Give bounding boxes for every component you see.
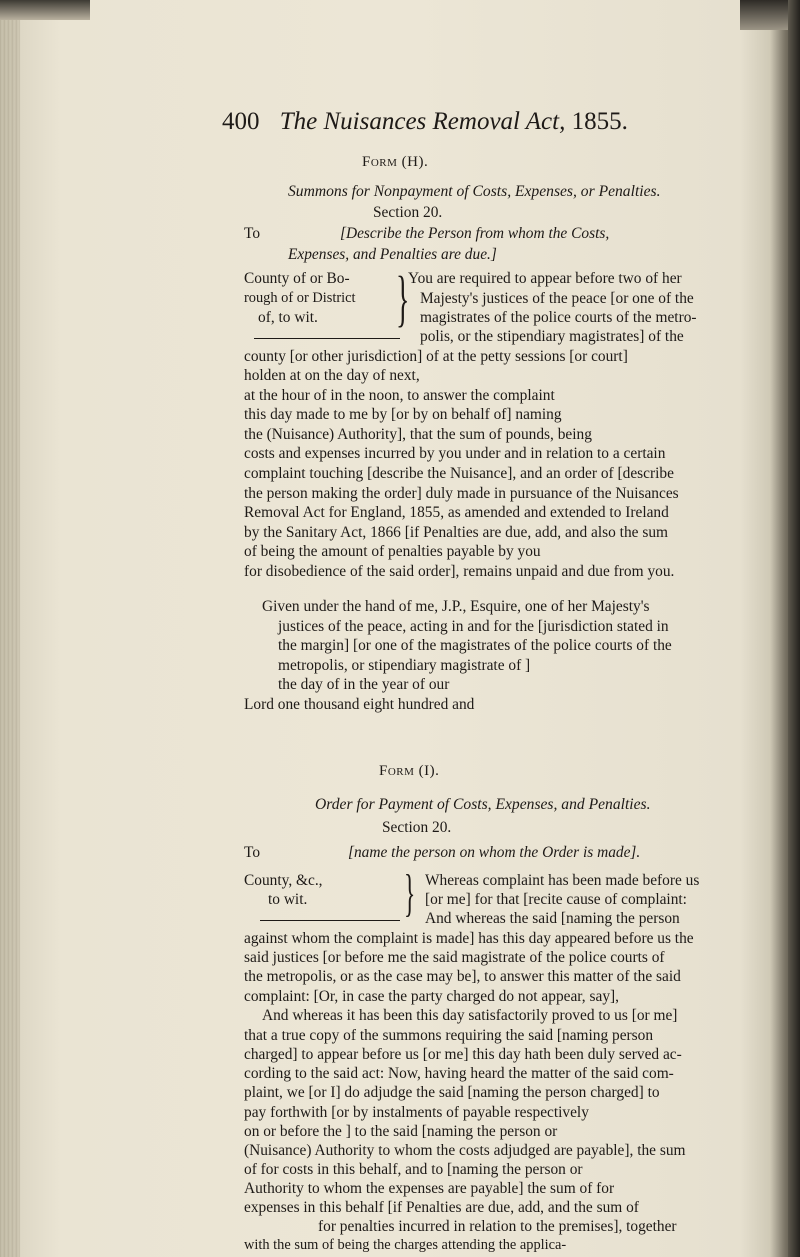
form-h-heading: Form (H). bbox=[362, 154, 429, 170]
form-i-line-5: said justices [or before me the said magistrate of the police courts of bbox=[244, 949, 665, 966]
form-i-blank-line bbox=[260, 920, 400, 921]
form-h-line-12: the person making the order] duly made in pursuance of the Nuisances bbox=[244, 485, 679, 502]
form-i-line-10: charged] to appear before us [or me] this day hath been duly served ac- bbox=[244, 1046, 682, 1063]
form-h-given-5: the day of in the year of our bbox=[278, 676, 450, 693]
form-h-margin-3: of, to wit. bbox=[258, 309, 318, 326]
form-i-line-11: cording to the said act: Now, having heard the matter of the said com- bbox=[244, 1065, 674, 1082]
form-i-line-19: for penalties incurred in relation to the premises], together bbox=[318, 1218, 677, 1235]
form-h-given-2: justices of the peace, acting in and for the [jurisdiction stated in bbox=[278, 618, 669, 635]
form-i-body-1: Whereas complaint has been made before us bbox=[425, 872, 700, 889]
form-i-line-4: against whom the complaint is made] has this day appeared before us the bbox=[244, 930, 694, 947]
form-h-line-13: Removal Act for England, 1855, as amended and extended to Ireland bbox=[244, 504, 669, 521]
form-h-brace: } bbox=[396, 265, 410, 333]
form-h-given-6: Lord one thousand eight hundred and bbox=[244, 696, 475, 713]
form-h-title: Summons for Nonpayment of Costs, Expenses, or Penalties. bbox=[288, 183, 661, 200]
form-h-line-16: for disobedience of the said order], remains unpaid and due from you. bbox=[244, 563, 675, 580]
form-i-line-20: with the sum of being the charges attending the applica- bbox=[244, 1237, 567, 1253]
form-i-line-16: of for costs in this behalf, and to [naming the person or bbox=[244, 1161, 583, 1178]
form-i-line-12: plaint, we [or I] do adjudge the said [naming the person charged] to bbox=[244, 1084, 660, 1101]
form-i-line-17: Authority to whom the expenses are payable] the sum of for bbox=[244, 1180, 615, 1197]
form-i-brace: } bbox=[404, 865, 416, 922]
running-year: 1855. bbox=[571, 108, 628, 135]
form-i-body-2: [or me] for that [recite cause of complaint: bbox=[425, 891, 687, 908]
form-h-line-15: of being the amount of penalties payable by you bbox=[244, 543, 541, 560]
page-number: 400 bbox=[222, 108, 260, 135]
form-i-margin-2: to wit. bbox=[268, 891, 308, 908]
form-i-heading: Form (I). bbox=[379, 763, 440, 779]
running-header bbox=[222, 108, 628, 136]
form-i-line-9: that a true copy of the summons requiring the said [naming person bbox=[244, 1027, 654, 1044]
form-i-line-18: expenses in this behalf [if Penalties are due, add, and the sum of bbox=[244, 1199, 639, 1216]
form-i-title: Order for Payment of Costs, Expenses, and Penalties. bbox=[315, 796, 651, 813]
form-h-body-3: magistrates of the police courts of the metro- bbox=[420, 309, 697, 326]
form-h-expenses: Expenses, and Penalties are due.] bbox=[288, 246, 497, 263]
form-h-margin-1: County of or Bo- bbox=[244, 270, 350, 287]
form-h-section: Section 20. bbox=[373, 204, 443, 221]
form-h-given-1: Given under the hand of me, J.P., Esquire, one of her Majesty's bbox=[262, 598, 650, 615]
running-title: The Nuisances Removal Act, bbox=[279, 108, 566, 135]
form-h-line-5: county [or other jurisdiction] of at the petty sessions [or court] bbox=[244, 348, 628, 365]
form-i-line-14: on or before the ] to the said [naming the person or bbox=[244, 1123, 558, 1140]
form-i-section: Section 20. bbox=[382, 819, 452, 836]
form-h-line-11: complaint touching [describe the Nuisance], and an order of [describe bbox=[244, 465, 674, 482]
form-h-line-9: the (Nuisance) Authority], that the sum of pounds, being bbox=[244, 426, 592, 443]
form-h-body-1: You are required to appear before two of her bbox=[408, 270, 682, 287]
form-i-to: To bbox=[244, 844, 261, 861]
form-h-to: To bbox=[244, 225, 261, 242]
form-h-given-3: the margin] [or one of the magistrates of the police courts of the bbox=[278, 637, 672, 654]
form-h-line-7: at the hour of in the noon, to answer the complaint bbox=[244, 387, 555, 404]
form-h-line-10: costs and expenses incurred by you under and in relation to a certain bbox=[244, 445, 666, 462]
form-i-margin-1: County, &c., bbox=[244, 872, 323, 889]
form-h-body-4: polis, or the stipendiary magistrates] of the bbox=[420, 328, 684, 345]
form-i-line-15: (Nuisance) Authority to whom the costs adjudged are payable], the sum bbox=[244, 1142, 686, 1159]
form-h-blank-line bbox=[254, 338, 400, 339]
form-h-given-4: metropolis, or stipendiary magistrate of ] bbox=[278, 657, 531, 674]
form-i-body-3: And whereas the said [naming the person bbox=[425, 910, 680, 927]
form-i-line-8: And whereas it has been this day satisfactorily proved to us [or me] bbox=[262, 1007, 678, 1024]
form-h-margin-2: rough of or District bbox=[244, 290, 356, 306]
form-h-line-14: by the Sanitary Act, 1866 [if Penalties are due, add, and also the sum bbox=[244, 524, 668, 541]
form-i-name: [name the person on whom the Order is made]. bbox=[348, 844, 641, 861]
form-h-line-8: this day made to me by [or by on behalf of] naming bbox=[244, 406, 562, 423]
form-h-line-6: holden at on the day of next, bbox=[244, 367, 420, 384]
form-h-describe: [Describe the Person from whom the Costs, bbox=[340, 225, 610, 242]
form-i-line-6: the metropolis, or as the case may be], to answer this matter of the said bbox=[244, 968, 681, 985]
form-h-body-2: Majesty's justices of the peace [or one of the bbox=[420, 290, 694, 307]
form-i-line-13: pay forthwith [or by instalments of payable respectively bbox=[244, 1104, 589, 1121]
form-i-line-7: complaint: [Or, in case the party charged do not appear, say], bbox=[244, 988, 619, 1005]
